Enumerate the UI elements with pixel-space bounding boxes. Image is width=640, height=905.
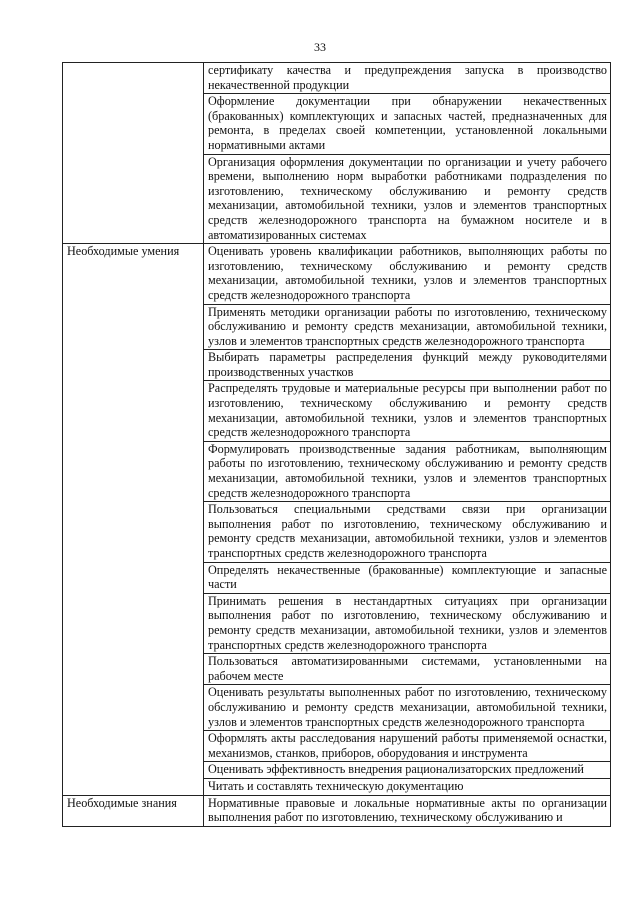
category-skills-label: Необходимые умения: [63, 244, 204, 795]
table-cell: Оценивать уровень квалификации работников, выполняющих работы по изготовлению, техническому обслуживанию и ремонту средств механизации, автомобильной техники, узлов и элементов транспортных средств железнодорожного транспорта: [204, 244, 611, 304]
table-row: [63, 795, 611, 826]
table-cell: Выбирать параметры распределения функций между руководителями производственных участков: [204, 350, 611, 381]
table-cell: Пользоваться автоматизированными системами, установленными на рабочем месте: [204, 654, 611, 685]
table-cell: Принимать решения в нестандартных ситуациях при организации выполнения работ по изготовлению, техническому обслуживанию и ремонту средств механизации, автомобильной техники, узлов и элементов транспортных средств железнодорожного транспорта: [204, 593, 611, 653]
table-row: [63, 244, 611, 304]
table-cell: Распределять трудовые и материальные ресурсы при выполнении работ по изготовлению, техническому обслуживанию и ремонту средств механизации, автомобильной техники, узлов и элементов транспортных средств железнодорожного транспорта: [204, 381, 611, 441]
table-cell: Применять методики организации работы по изготовлению, техническому обслуживанию и ремонту средств механизации, автомобильной техники, узлов и элементов транспортных средств железнодорожного транспорта: [204, 304, 611, 350]
table-cell: Организация оформления документации по организации и учету рабочего времени, выполнению норм выработки работниками подразделения по изготовлению, техническому обслуживанию и ремонту средств механизации, автомобильной техники, узлов и элементов транспортных средств железнодорожного транспорта на бумажном носителе и в автоматизированных системах: [204, 154, 611, 244]
table-cell: Определять некачественные (бракованные) комплектующие и запасные части: [204, 562, 611, 593]
table-cell: Нормативные правовые и локальные нормативные акты по организации выполнения работ по изготовлению, техническому обслуживанию и: [204, 795, 611, 826]
table-cell: Формулировать производственные задания работникам, выполняющим работы по изготовлению, техническому обслуживанию и ремонту средств механизации, автомобильной техники, узлов и элементов транспортных средств железнодорожного транспорта: [204, 441, 611, 501]
table-cell: Оценивать результаты выполненных работ по изготовлению, техническому обслуживанию и ремонту средств механизации, автомобильной техники, узлов и элементов транспортных средств железнодорожного транспорта: [204, 685, 611, 731]
table-cell: Оформление документации при обнаружении некачественных (бракованных) комплектующих и запасных частей, предназначенных для ремонта, в пределах своей компетенции, установленной локальными нормативными актами: [204, 94, 611, 154]
category-cell-empty: [63, 63, 204, 244]
table-row: [63, 63, 611, 94]
table-cell: Оценивать эффективность внедрения рационализаторских предложений: [204, 762, 611, 779]
table-cell: сертификату качества и предупреждения запуска в производство некачественной продукции: [204, 63, 611, 94]
table-cell: Оформлять акты расследования нарушений работы применяемой оснастки, механизмов, станков, приборов, оборудования и инструмента: [204, 731, 611, 762]
table-cell: Читать и составлять техническую документацию: [204, 778, 611, 795]
table-cell: Пользоваться специальными средствами связи при организации выполнения работ по изготовлению, техническому обслуживанию и ремонту средств механизации, автомобильной техники, узлов и элементов транспортных средств железнодорожного транспорта: [204, 502, 611, 562]
category-knowledge-label: Необходимые знания: [63, 795, 204, 826]
competency-table: [62, 62, 611, 827]
page-number: 33: [314, 40, 326, 54]
